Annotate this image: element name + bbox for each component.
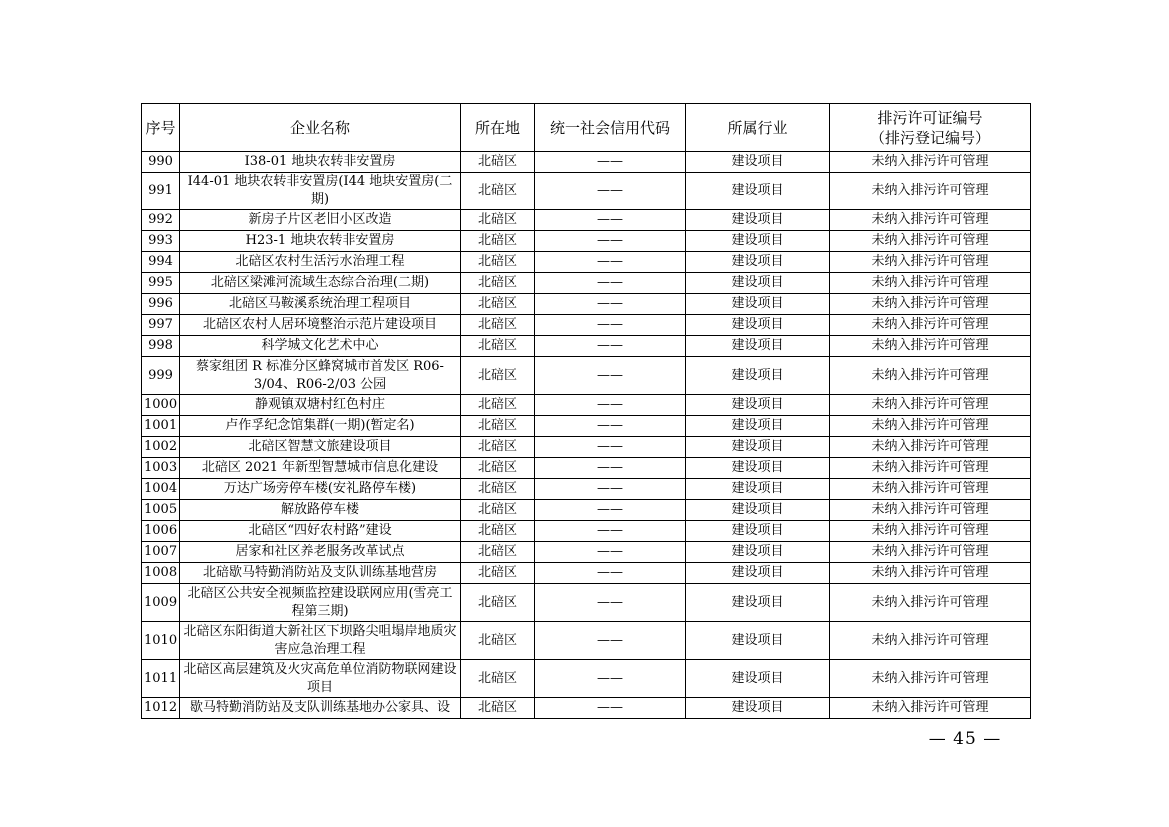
cell-serial: 1010 [142,622,180,660]
cell-serial: 992 [142,210,180,231]
cell-industry: 建设项目 [686,273,830,294]
cell-serial: 1008 [142,563,180,584]
cell-location: 北碚区 [461,416,535,437]
cell-company-name: 北碚区“四好农村路”建设 [180,521,461,542]
cell-company-name: I44-01 地块农转非安置房(I44 地块安置房(二期) [180,173,461,210]
cell-serial: 993 [142,231,180,252]
table-row [142,210,1031,231]
cell-permit-status: 未纳入排污许可管理 [830,357,1031,395]
cell-location: 北碚区 [461,458,535,479]
table-row [142,395,1031,416]
cell-location: 北碚区 [461,152,535,173]
cell-serial: 1002 [142,437,180,458]
cell-credit-code: —— [535,660,686,698]
cell-serial: 991 [142,173,180,210]
cell-industry: 建设项目 [686,584,830,622]
table-row [142,521,1031,542]
table-row [142,173,1031,210]
cell-location: 北碚区 [461,173,535,210]
cell-company-name: 北碚歇马特勤消防站及支队训练基地营房 [180,563,461,584]
cell-industry: 建设项目 [686,521,830,542]
cell-permit-status: 未纳入排污许可管理 [830,500,1031,521]
table-row [142,500,1031,521]
cell-location: 北碚区 [461,521,535,542]
cell-company-name: 北碚区公共安全视频监控建设联网应用(雪亮工程第三期) [180,584,461,622]
header-serial: 序号 [142,104,180,152]
cell-location: 北碚区 [461,563,535,584]
cell-serial: 997 [142,315,180,336]
cell-credit-code: —— [535,698,686,719]
page-number: — 45 — [928,729,1002,749]
cell-credit-code: —— [535,294,686,315]
table-row [142,622,1031,660]
cell-credit-code: —— [535,437,686,458]
cell-permit-status: 未纳入排污许可管理 [830,231,1031,252]
cell-permit-status: 未纳入排污许可管理 [830,336,1031,357]
table-row [142,479,1031,500]
cell-credit-code: —— [535,521,686,542]
cell-credit-code: —— [535,416,686,437]
cell-location: 北碚区 [461,315,535,336]
cell-serial: 990 [142,152,180,173]
header-industry: 所属行业 [686,104,830,152]
cell-company-name: 北碚区 2021 年新型智慧城市信息化建设 [180,458,461,479]
cell-industry: 建设项目 [686,231,830,252]
cell-company-name: 北碚区梁滩河流域生态综合治理(二期) [180,273,461,294]
cell-company-name: H23-1 地块农转非安置房 [180,231,461,252]
cell-credit-code: —— [535,152,686,173]
cell-company-name: 北碚区农村生活污水治理工程 [180,252,461,273]
table-row [142,336,1031,357]
cell-location: 北碚区 [461,336,535,357]
cell-industry: 建设项目 [686,357,830,395]
cell-permit-status: 未纳入排污许可管理 [830,584,1031,622]
cell-industry: 建设项目 [686,336,830,357]
cell-credit-code: —— [535,336,686,357]
cell-industry: 建设项目 [686,152,830,173]
cell-serial: 1004 [142,479,180,500]
table-row [142,698,1031,719]
cell-credit-code: —— [535,542,686,563]
cell-industry: 建设项目 [686,315,830,336]
table-row [142,357,1031,395]
cell-serial: 1011 [142,660,180,698]
table-row [142,458,1031,479]
cell-credit-code: —— [535,500,686,521]
table-row [142,563,1031,584]
cell-industry: 建设项目 [686,660,830,698]
cell-industry: 建设项目 [686,542,830,563]
cell-serial: 1007 [142,542,180,563]
cell-credit-code: —— [535,231,686,252]
cell-location: 北碚区 [461,500,535,521]
table-body [142,152,1031,719]
table-row [142,252,1031,273]
cell-location: 北碚区 [461,660,535,698]
cell-industry: 建设项目 [686,563,830,584]
cell-industry: 建设项目 [686,395,830,416]
cell-serial: 1012 [142,698,180,719]
cell-permit-status: 未纳入排污许可管理 [830,563,1031,584]
cell-location: 北碚区 [461,252,535,273]
cell-serial: 995 [142,273,180,294]
cell-location: 北碚区 [461,273,535,294]
header-company-name: 企业名称 [180,104,461,152]
cell-permit-status: 未纳入排污许可管理 [830,273,1031,294]
cell-industry: 建设项目 [686,622,830,660]
header-permit-number [830,104,1031,152]
cell-industry: 建设项目 [686,500,830,521]
cell-credit-code: —— [535,252,686,273]
pollutant-permit-table [141,103,1031,719]
header-location: 所在地 [461,104,535,152]
cell-serial: 1006 [142,521,180,542]
cell-location: 北碚区 [461,698,535,719]
cell-industry: 建设项目 [686,416,830,437]
table-header-row [142,104,1031,152]
cell-credit-code: —— [535,273,686,294]
cell-location: 北碚区 [461,437,535,458]
cell-location: 北碚区 [461,584,535,622]
cell-serial: 999 [142,357,180,395]
cell-location: 北碚区 [461,231,535,252]
table-row [142,315,1031,336]
cell-credit-code: —— [535,395,686,416]
cell-permit-status: 未纳入排污许可管理 [830,622,1031,660]
cell-industry: 建设项目 [686,210,830,231]
table-row [142,437,1031,458]
cell-permit-status: 未纳入排污许可管理 [830,395,1031,416]
cell-credit-code: —— [535,173,686,210]
cell-company-name: 北碚区智慧文旅建设项目 [180,437,461,458]
cell-industry: 建设项目 [686,173,830,210]
cell-industry: 建设项目 [686,437,830,458]
cell-serial: 1009 [142,584,180,622]
cell-serial: 1003 [142,458,180,479]
cell-permit-status: 未纳入排污许可管理 [830,458,1031,479]
cell-credit-code: —— [535,458,686,479]
cell-credit-code: —— [535,315,686,336]
cell-permit-status: 未纳入排污许可管理 [830,152,1031,173]
table-row [142,542,1031,563]
cell-industry: 建设项目 [686,252,830,273]
cell-company-name: 新房子片区老旧小区改造 [180,210,461,231]
cell-company-name: 歇马特勤消防站及支队训练基地办公家具、设 [180,698,461,719]
cell-permit-status: 未纳入排污许可管理 [830,416,1031,437]
table-row [142,660,1031,698]
cell-industry: 建设项目 [686,479,830,500]
cell-permit-status: 未纳入排污许可管理 [830,437,1031,458]
cell-company-name: 万达广场旁停车楼(安礼路停车楼) [180,479,461,500]
cell-serial: 994 [142,252,180,273]
cell-permit-status: 未纳入排污许可管理 [830,294,1031,315]
cell-company-name: 科学城文化艺术中心 [180,336,461,357]
table-row [142,273,1031,294]
cell-location: 北碚区 [461,294,535,315]
cell-location: 北碚区 [461,542,535,563]
cell-location: 北碚区 [461,357,535,395]
table-row [142,584,1031,622]
cell-company-name: 北碚区高层建筑及火灾高危单位消防物联网建设项目 [180,660,461,698]
cell-location: 北碚区 [461,210,535,231]
table-row [142,416,1031,437]
cell-location: 北碚区 [461,395,535,416]
cell-permit-status: 未纳入排污许可管理 [830,173,1031,210]
cell-permit-status: 未纳入排污许可管理 [830,315,1031,336]
cell-credit-code: —— [535,210,686,231]
cell-permit-status: 未纳入排污许可管理 [830,542,1031,563]
cell-company-name: 蔡家组团 R 标准分区蜂窝城市首发区 R06-3/04、R06-2/03 公园 [180,357,461,395]
cell-permit-status: 未纳入排污许可管理 [830,210,1031,231]
cell-permit-status: 未纳入排污许可管理 [830,521,1031,542]
cell-serial: 996 [142,294,180,315]
cell-company-name: 卢作孚纪念馆集群(一期)(暂定名) [180,416,461,437]
cell-location: 北碚区 [461,479,535,500]
cell-industry: 建设项目 [686,294,830,315]
cell-permit-status: 未纳入排污许可管理 [830,660,1031,698]
cell-serial: 1000 [142,395,180,416]
cell-serial: 1001 [142,416,180,437]
cell-company-name: 静观镇双塘村红色村庄 [180,395,461,416]
header-permit-number-line2: （排污登记编号） [869,128,990,147]
cell-permit-status: 未纳入排污许可管理 [830,252,1031,273]
cell-credit-code: —— [535,622,686,660]
cell-company-name: 解放路停车楼 [180,500,461,521]
cell-permit-status: 未纳入排污许可管理 [830,698,1031,719]
table-row [142,152,1031,173]
cell-serial: 998 [142,336,180,357]
cell-credit-code: —— [535,563,686,584]
cell-company-name: 北碚区东阳街道大新社区下坝路尖咀塌岸地质灾害应急治理工程 [180,622,461,660]
cell-industry: 建设项目 [686,458,830,479]
cell-company-name: 北碚区马鞍溪系统治理工程项目 [180,294,461,315]
header-permit-number-line1: 排污许可证编号 [877,108,983,127]
table-row [142,231,1031,252]
cell-permit-status: 未纳入排污许可管理 [830,479,1031,500]
cell-credit-code: —— [535,584,686,622]
cell-company-name: I38-01 地块农转非安置房 [180,152,461,173]
header-credit-code: 统一社会信用代码 [535,104,686,152]
cell-credit-code: —— [535,479,686,500]
cell-serial: 1005 [142,500,180,521]
cell-location: 北碚区 [461,622,535,660]
table-row [142,294,1031,315]
cell-industry: 建设项目 [686,698,830,719]
cell-credit-code: —— [535,357,686,395]
cell-company-name: 北碚区农村人居环境整治示范片建设项目 [180,315,461,336]
cell-company-name: 居家和社区养老服务改革试点 [180,542,461,563]
